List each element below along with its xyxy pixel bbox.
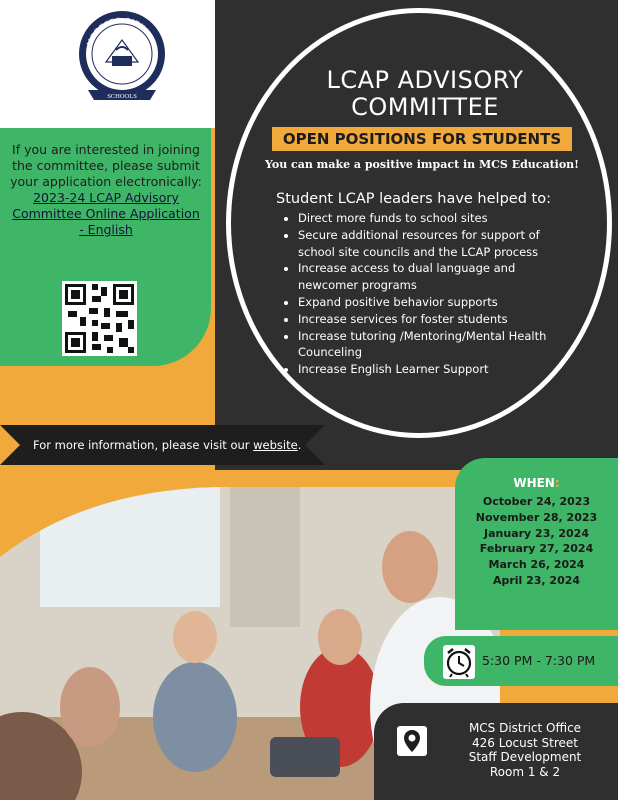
list-item: • Increase services for foster students [298, 311, 563, 328]
list-item: • Increase English Learner Support [298, 361, 563, 378]
more-info-label: For more information, please visit our [33, 438, 254, 452]
list-item: February 27, 2024 [479, 542, 594, 556]
logo-bottom-text: SCHOOLS [107, 93, 137, 100]
meeting-dates [455, 494, 618, 589]
title-line-2: COMMITTEE [351, 93, 499, 121]
when-label [455, 476, 618, 490]
qr-code-icon[interactable] [62, 281, 137, 356]
website-link[interactable]: website [253, 438, 298, 452]
location-line: 426 Locust Street [472, 735, 578, 750]
list-item: • Expand positive behavior supports [298, 294, 563, 311]
when-label-text: WHEN [513, 476, 555, 490]
helped-list [284, 210, 563, 378]
more-info-text [33, 438, 323, 452]
list-item: April 23, 2024 [492, 573, 581, 587]
list-item: March 26, 2024 [488, 558, 585, 572]
helped-heading: Student LCAP leaders have helped to: [276, 191, 551, 207]
when-label-colon: : [554, 476, 560, 490]
open-positions-banner: OPEN POSITIONS FOR STUDENTS [272, 127, 572, 151]
application-instructions [10, 142, 202, 238]
application-link[interactable]: 2023-24 LCAP Advisory Committee Online Application - English [12, 190, 200, 237]
location-address [445, 721, 605, 779]
list-item: November 28, 2023 [475, 510, 598, 524]
tagline: You can make a positive impact in MCS Education! [264, 158, 580, 171]
list-item: • Increase tutoring /Mentoring/Mental Health Counceling [298, 328, 563, 362]
alarm-clock-icon [443, 645, 475, 679]
district-logo [76, 10, 168, 110]
list-item: October 24, 2023 [482, 495, 591, 508]
location-line: MCS District Office [468, 721, 582, 735]
meeting-time: 5:30 PM - 7:30 PM [482, 653, 596, 668]
logo-top-text: MODESTO CITY [85, 15, 148, 47]
list-item: • Increase access to dual language and newcomer programs [298, 260, 563, 294]
page-title [300, 67, 550, 121]
list-item: • Secure additional resources for support of school site councils and the LCAP process [298, 227, 563, 261]
list-item: January 23, 2024 [484, 526, 589, 540]
map-pin-icon [397, 726, 427, 756]
location-line: Room 1 & 2 [489, 764, 561, 779]
list-item: • Direct more funds to school sites [298, 210, 563, 227]
location-line: Staff Development [468, 750, 582, 764]
more-info-suffix: . [297, 438, 302, 452]
title-line-1: LCAP ADVISORY [326, 66, 524, 94]
application-intro: If you are interested in joining the committee, please submit your application electronically: [10, 142, 202, 189]
